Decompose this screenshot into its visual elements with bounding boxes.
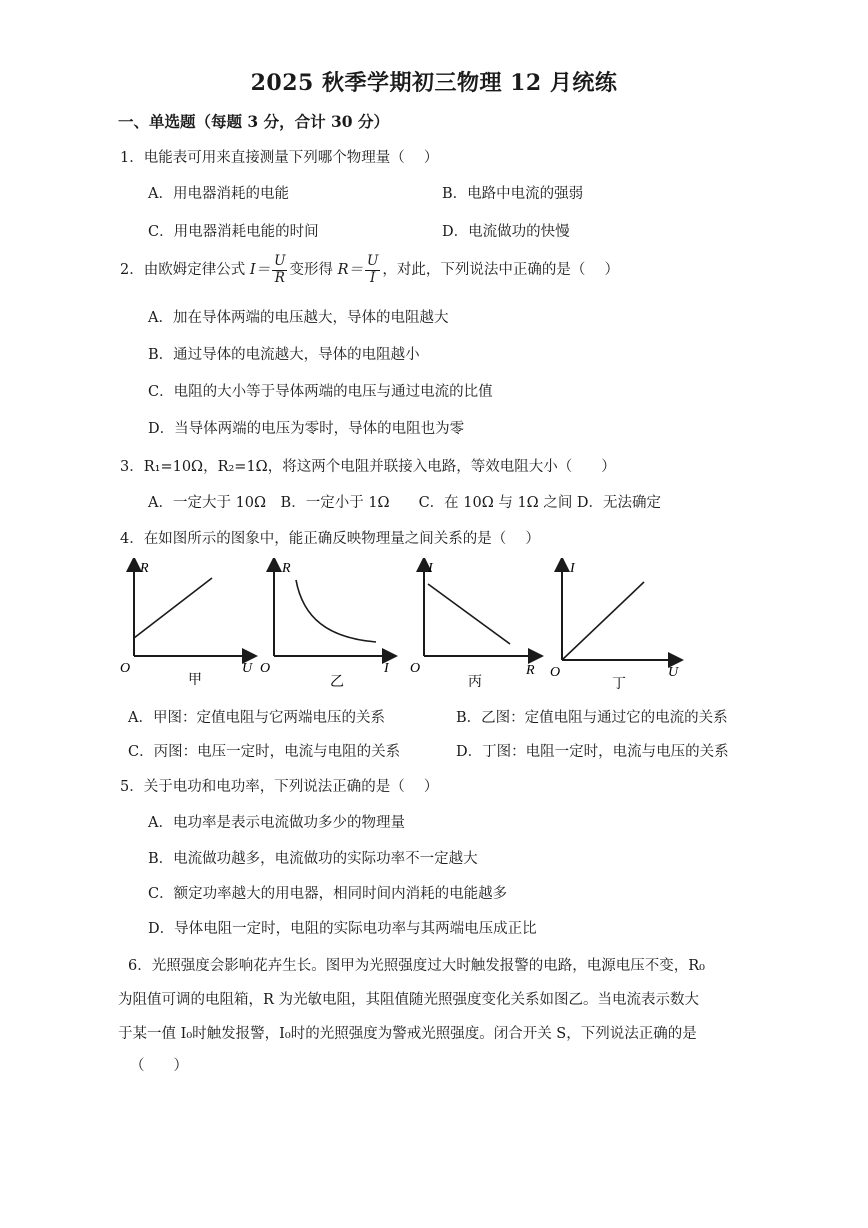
x-axis-label: R: [526, 663, 535, 678]
question-1-option-a: A．用电器消耗的电能: [148, 186, 289, 202]
fraction-denominator: I: [370, 269, 376, 286]
question-2-stem: [120, 250, 619, 290]
resistance-formula-lhs: R＝: [337, 262, 363, 278]
graph-caption: 乙: [330, 674, 344, 690]
question-2-lead: 2．由欧姆定律公式: [120, 262, 246, 278]
ohm-formula-lhs: I＝: [249, 262, 271, 278]
page-title: 2025 秋季学期初三物理 12 月统练: [250, 70, 618, 96]
origin-label: O: [410, 661, 421, 676]
ohm-formula-fraction: [272, 255, 287, 285]
question-6-line-1: 6．光照强度会影响花卉生长。图甲为光照强度过大时触发报警的电路，电源电压不变，R₀: [128, 958, 705, 974]
fraction-numerator: U: [274, 253, 286, 269]
question-2-option-d: D．当导体两端的电压为零时，导体的电阻也为零: [148, 421, 465, 437]
question-4-option-a: A．甲图：定值电阻与它两端电压的关系: [128, 710, 385, 726]
graph-bing: [400, 558, 550, 690]
y-axis-label: I: [428, 561, 433, 576]
graph-ding: [548, 558, 698, 690]
origin-label: O: [260, 661, 271, 676]
graph-jia: [118, 558, 271, 690]
graph-ding-svg: [548, 558, 698, 690]
graph-yi-svg: [258, 558, 408, 690]
question-2-tail: ，对此，下列说法中正确的是（ ）: [382, 262, 619, 278]
resistance-formula-fraction: [365, 255, 380, 285]
question-2-option-b: B．通过导体的电流越大，导体的电阻越小: [148, 347, 420, 363]
x-axis-label: U: [668, 665, 679, 680]
question-1-stem: 1．电能表可用来直接测量下列哪个物理量（ ）: [120, 150, 439, 166]
question-1-option-b: B．电路中电流的强弱: [442, 186, 584, 202]
graph-curve: [296, 580, 376, 642]
question-4-option-c: C．丙图：电压一定时，电流与电阻的关系: [128, 744, 401, 760]
question-6-line-3: 于某一值 I₀时触发报警，I₀时的光照强度为警戒光照强度。闭合开关 S，下列说法正确的是: [118, 1026, 697, 1042]
fraction-numerator: U: [367, 253, 379, 269]
y-axis-label: I: [570, 561, 575, 576]
graph-line: [134, 578, 212, 638]
graph-caption: 甲: [188, 672, 202, 688]
question-2-mid: 变形得: [289, 262, 333, 278]
y-axis-label: R: [140, 561, 149, 576]
question-1-option-c: C．用电器消耗电能的时间: [148, 224, 319, 240]
graph-line: [562, 582, 644, 660]
origin-label: O: [120, 661, 131, 676]
question-4-option-d: D．丁图：电阻一定时，电流与电压的关系: [456, 744, 729, 760]
graph-bing-svg: [400, 558, 550, 690]
question-6-line-4: （ ）: [130, 1058, 188, 1074]
graph-caption: 丙: [468, 674, 482, 690]
x-axis-label: U: [242, 661, 253, 676]
question-5-stem: 5．关于电功和电功率，下列说法正确的是（ ）: [120, 779, 439, 795]
question-5-option-a: A．电功率是表示电流做功多少的物理量: [148, 815, 405, 831]
fraction-denominator: R: [274, 269, 285, 286]
question-4-option-b: B．乙图：定值电阻与通过它的电流的关系: [456, 710, 728, 726]
question-5-option-c: C．额定功率越大的用电器，相同时间内消耗的电能越多: [148, 886, 508, 902]
question-3-options: A．一定大于 10Ω B．一定小于 1Ω C．在 10Ω 与 1Ω 之间 D．无法确定: [148, 495, 662, 511]
graph-line: [428, 584, 510, 644]
graph-caption: 丁: [612, 676, 626, 690]
graph-yi: [258, 558, 408, 690]
question-1-option-d: D．电流做功的快慢: [442, 224, 570, 240]
question-5-option-b: B．电流做功越多，电流做功的实际功率不一定越大: [148, 851, 478, 867]
question-2-option-a: A．加在导体两端的电压越大，导体的电阻越大: [148, 310, 449, 326]
section-heading: 一、单选题（每题 3 分，合计 30 分）: [118, 112, 389, 131]
origin-label: O: [550, 665, 561, 680]
question-5-option-d: D．导体电阻一定时，电阻的实际电功率与其两端电压成正比: [148, 921, 537, 937]
question-3-stem: 3．R₁=10Ω，R₂=1Ω，将这两个电阻并联接入电路，等效电阻大小（ ）: [120, 459, 616, 475]
x-axis-label: I: [384, 661, 389, 676]
question-6-line-2: 为阻值可调的电阻箱，R 为光敏电阻，其阻值随光照强度变化关系如图乙。当电流表示数大: [118, 992, 700, 1008]
question-2-option-c: C．电阻的大小等于导体两端的电压与通过电流的比值: [148, 384, 493, 400]
graph-jia-svg: [118, 558, 271, 690]
y-axis-label: R: [282, 561, 291, 576]
question-4-stem: 4．在如图所示的图象中，能正确反映物理量之间关系的是（ ）: [120, 531, 540, 547]
